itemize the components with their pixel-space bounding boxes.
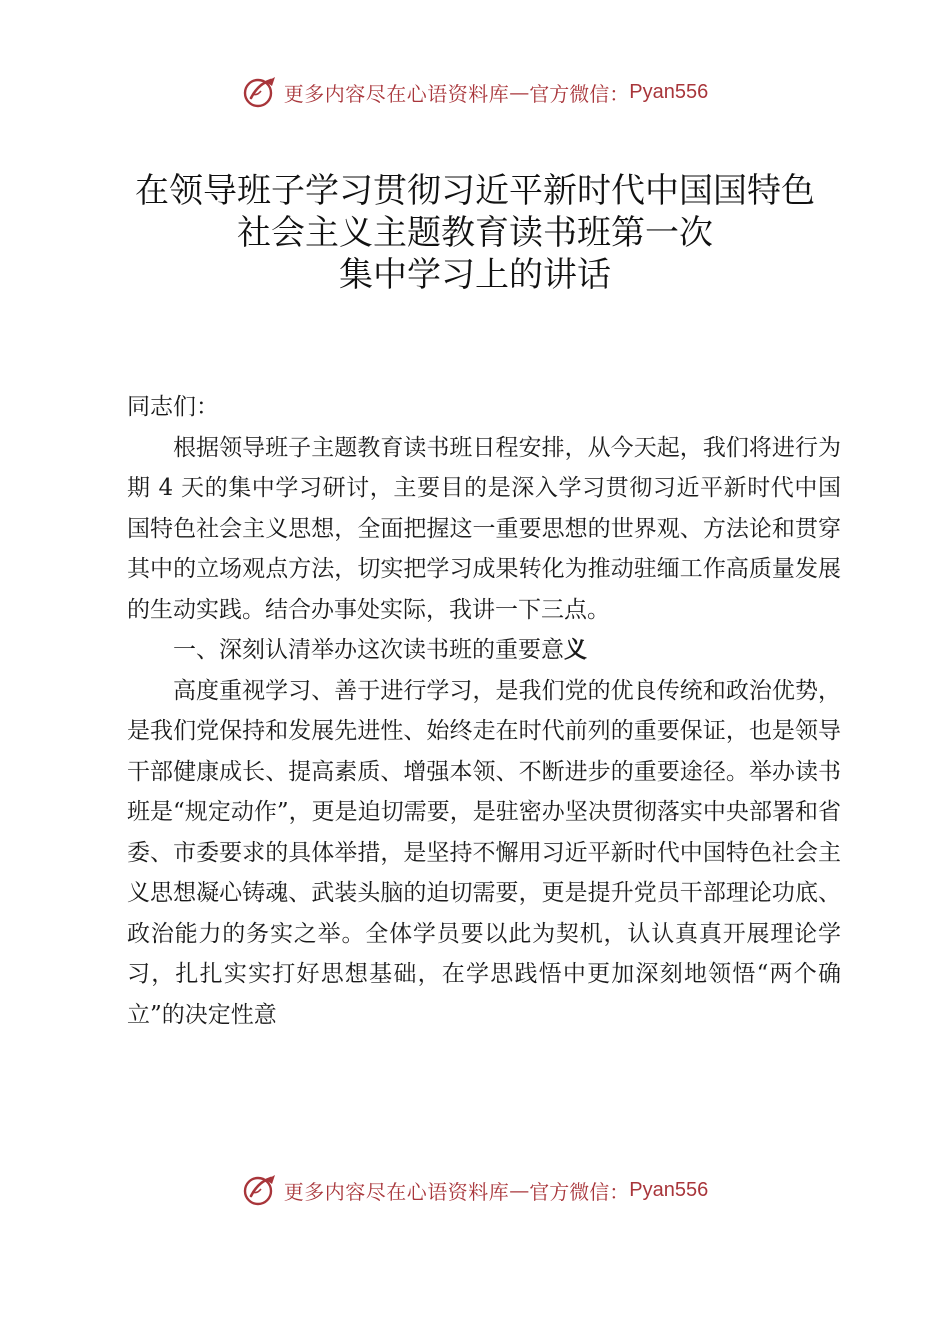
banner-main-text: 更多内容尽在心语资料库 bbox=[283, 1179, 510, 1204]
brand-logo-icon bbox=[242, 74, 278, 110]
header-banner bbox=[0, 70, 950, 114]
document-body bbox=[127, 387, 841, 1035]
title-line-3: 集中学习上的讲话 bbox=[339, 255, 611, 295]
banner-wechat-label: 官方微信： bbox=[529, 81, 630, 106]
brand-logo-icon bbox=[242, 1172, 278, 1208]
banner-separator: — bbox=[509, 80, 530, 104]
section-heading-1-text: 一、深刻认清举办这次读书班的重要意 bbox=[173, 637, 564, 663]
footer-banner bbox=[0, 1168, 950, 1212]
banner-wechat-id: Pyan556 bbox=[629, 1178, 709, 1201]
banner-main-text: 更多内容尽在心语资料库 bbox=[283, 81, 510, 106]
salutation: 同志们： bbox=[127, 394, 219, 420]
banner-separator: — bbox=[509, 1178, 530, 1202]
title-line-2: 社会主义主题教育读书班第一次 bbox=[237, 213, 713, 253]
section-heading-1 bbox=[127, 630, 841, 671]
document-title bbox=[100, 170, 850, 296]
section-heading-1-last-char: 义 bbox=[564, 636, 587, 663]
banner-wechat-label: 官方微信： bbox=[529, 1179, 630, 1204]
banner-wechat-id: Pyan556 bbox=[629, 80, 709, 103]
paragraph-study-importance: 高度重视学习、善于进行学习，是我们党的优良传统和政治优势，是我们党保持和发展先进性、始终走在时代前列的重要保证，也是领导干部健康成长、提高素质、增强本领、不断进步的重要途径。举办读书班是“规定动作”，更是迫切需要，是驻密办坚决贯彻落实中央部署和省委、市委要求的具体举措，是坚持不懈用习近平新时代中国特色社会主义思想凝心铸魂、武装头脑的迫切需要，更是提升党员干部理论功底、政治能力的务实之举。全体学员要以此为契机，认认真真开展理论学习，扎扎实实打好思想基础，在学思践悟中更加深刻地领悟“两个确立”的决定性意 bbox=[127, 677, 841, 1028]
paragraph-intro: 根据领导班子主题教育读书班日程安排，从今天起，我们将进行为期 4 天的集中学习研讨，主要目的是深入学习贯彻习近平新时代中国国特色社会主义思想，全面把握这一重要思想的世界观、方法论和贯穿其中的立场观点方法，切实把学习成果转化为推动驻缅工作高质量发展的生动实践。结合办事处实际，我讲一下三点。 bbox=[127, 434, 841, 623]
title-line-1: 在领导班子学习贯彻习近平新时代中国国特色 bbox=[135, 171, 815, 211]
